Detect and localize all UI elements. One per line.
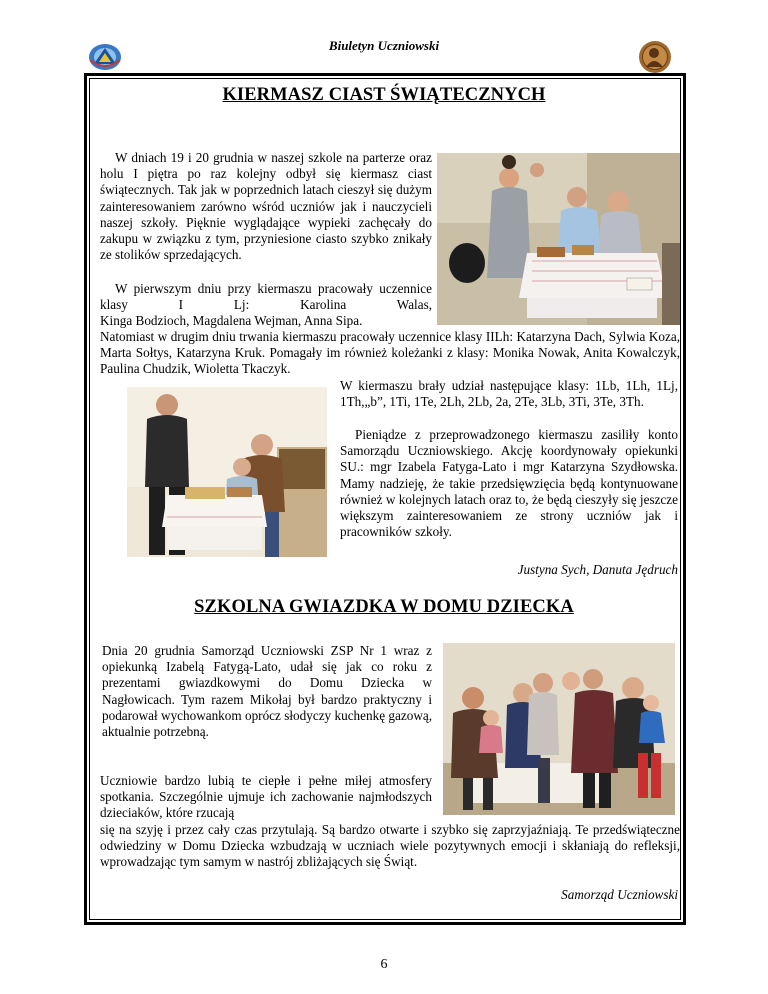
- orphanage-group-photo: [443, 643, 675, 815]
- cake-fair-photo: [437, 153, 680, 325]
- article2-signature: Samorząd Uczniowski: [561, 887, 678, 902]
- article1-paragraph-day1-names: Kinga Bodzioch, Magdalena Wejman, Anna Sipa.: [100, 313, 363, 328]
- bulletin-title: Biuletyn Uczniowski: [328, 38, 440, 53]
- students-table-photo: [127, 387, 327, 557]
- article1-paragraph-intro: W dniach 19 i 20 grudnia w naszej szkole na parterze oraz holu I piętra po raz kolejny odbył się kiermasz ciast świątecznych. Tak jak w poprzednich latach cieszył się dużym zainteresowaniem zarówno wśród uczniów jak i nauczycieli naszej szkoły. Pięknie wyglądające wypieki zachęcały do zakupu w związku z tym, przyniesione ciasto szybko znikały ze stolików sprzedających.: [100, 150, 432, 263]
- school-logo-icon: [88, 42, 122, 72]
- article1-paragraph-day1: W pierwszym dniu przy kiermaszu pracowały uczennice klasy I Lj: Karolina Walas,: [100, 281, 432, 313]
- article2-paragraph-visit: Dnia 20 grudnia Samorząd Uczniowski ZSP Nr 1 wraz z opiekunką Izabelą Fatygą-Lato, udał się jak co roku z prezentami gwiazdkowymi do Domu Dziecka w Nagłowicach. Tym razem Mikołaj był bardzo praktyczny i podarował wychowankom oprócz słodyczy kuchenkę gazową, aktualnie potrzebną.: [102, 643, 432, 740]
- article2-paragraph-feelings-start: Uczniowie bardzo lubią te ciepłe i pełne miłej atmosfery spotkania. Szczególnie ujmuje ich zachowanie najmłodszych dzieciaków, które rzucają: [100, 773, 432, 821]
- article1-signature: Justyna Sych, Danuta Jędruch: [517, 562, 678, 577]
- article2-paragraph-feelings-end: się na szyję i przez cały czas przytulają. Są bardzo otwarte i szybko się zaprzyjaźniają. Te przedświąteczne odwiedziny w Domu Dziecka wzbudzają w uczniach wiele pozytywnych emocji i skłaniają do refleksji, wprowadzając tym samym w nastrój zbliżających się Świąt.: [100, 822, 680, 870]
- article1-paragraph-classes: W kiermaszu brały udział następujące klasy: 1Lb, 1Lh, 1Lj, 1Th,„b”, 1Ti, 1Te, 2Lh, 2Lb, 2a, 2Te, 3Lb, 3Ti, 3Te, 3Th.: [340, 378, 678, 410]
- article1-paragraph-funds: Pieniądze z przeprowadzonego kiermaszu zasiliły konto Samorządu Uczniowskiego. Akcję koordynowały opiekunki SU.: mgr Izabela Fatyga-Lato i mgr Katarzyna Szydłowska. Mamy nadzieję, że takie przedsięwzięcia będą kontynuowane również w kolejnych latach oraz to, że będą cieszyły się jeszcze większym zainteresowaniem ze strony uczniów jak i pracowników szkoły.: [340, 427, 678, 540]
- article-title-cake-fair: KIERMASZ CIAST ŚWIĄTECZNYCH: [222, 85, 546, 105]
- article1-paragraph-day2: Natomiast w drugim dniu trwania kiermaszu pracowały uczennice klasy IILh: Katarzyna Dach, Sylwia Koza, Marta Sołtys, Katarzyna Kruk. Pomagały im również koleżanki z klasy: Monika Nowak, Anita Kowalczyk, Paulina Chudzik, Wioletta Tkaczyk.: [100, 329, 680, 377]
- page-number: 6: [380, 957, 388, 972]
- article-title-christmas-orphanage: SZKOLNA GWIAZDKA W DOMU DZIECKA: [194, 597, 574, 617]
- medallion-portrait-icon: [638, 40, 672, 74]
